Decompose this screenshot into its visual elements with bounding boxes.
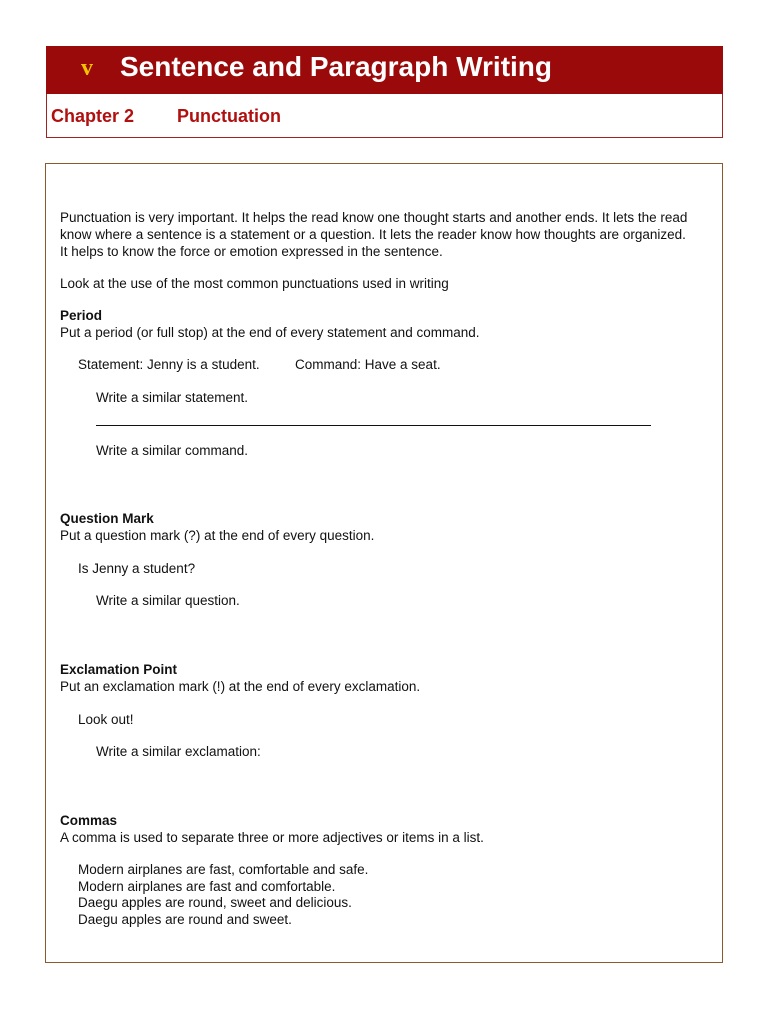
command-prompt: Write a similar command. [96, 443, 249, 458]
title-banner [46, 46, 723, 94]
chapter-topic: Punctuation [177, 106, 281, 126]
intro-line: know where a sentence is a statement or a question. It lets the reader know how thoughts are organized. [60, 227, 686, 242]
period-example-command: Command: Have a seat. [295, 357, 441, 372]
intro-line: It helps to know the force or emotion expressed in the sentence. [60, 244, 443, 259]
period-heading: Period [60, 308, 103, 323]
statement-prompt: Write a similar statement. [96, 390, 249, 405]
period-description: Put a period (or full stop) at the end of every statement and command. [60, 325, 480, 340]
statement-answer-line[interactable] [96, 425, 651, 426]
commas-heading: Commas [60, 813, 118, 828]
worksheet-content [45, 163, 723, 963]
chevron-icon: v [81, 55, 93, 81]
chapter-bar [46, 94, 723, 138]
intro-line: Punctuation is very important. It helps the read know one thought starts and another ends. It lets the read [60, 210, 688, 225]
commas-example: Modern airplanes are fast, comfortable and safe. [78, 862, 369, 877]
question-heading: Question Mark [60, 511, 154, 526]
period-example-statement: Statement: Jenny is a student. [78, 357, 260, 372]
question-prompt: Write a similar question. [96, 593, 240, 608]
commas-example: Daegu apples are round and sweet. [78, 912, 292, 927]
exclamation-heading: Exclamation Point [60, 662, 178, 677]
question-description: Put a question mark (?) at the end of every question. [60, 528, 375, 543]
page-title: Sentence and Paragraph Writing [120, 51, 553, 82]
exclamation-example: Look out! [78, 712, 134, 727]
question-example: Is Jenny a student? [78, 561, 196, 576]
commas-example: Daegu apples are round, sweet and delicious. [78, 895, 352, 910]
commas-description: A comma is used to separate three or more adjectives or items in a list. [60, 830, 484, 845]
exclamation-description: Put an exclamation mark (!) at the end of every exclamation. [60, 679, 421, 694]
commas-example: Modern airplanes are fast and comfortable. [78, 879, 336, 894]
chapter-number: Chapter 2 [51, 106, 135, 126]
lead-in-text: Look at the use of the most common punctuations used in writing [60, 276, 449, 291]
exclamation-prompt: Write a similar exclamation: [96, 744, 261, 759]
